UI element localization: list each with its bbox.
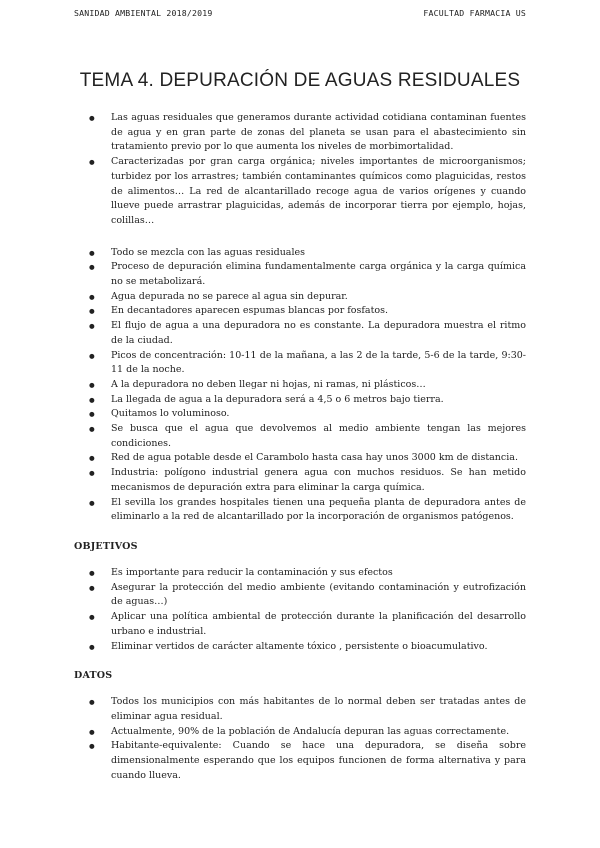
header-right: FACULTAD FARMACIA US: [423, 8, 526, 18]
datos-heading: DATOS: [74, 670, 113, 682]
list-item: ● Quitamos lo voluminoso.: [74, 407, 526, 422]
list-item: ● Las aguas residuales que generamos durante actividad cotidiana contaminan fuentes de agua y en gran parte de zonas del planeta se usan para el abastecimiento sin tratamiento previo por lo que aumenta los niveles de morbimortalidad.: [74, 111, 526, 155]
list-item: ● Red de agua potable desde el Carambolo hasta casa hay unos 3000 km de distancia.: [74, 451, 526, 466]
datos-list: [74, 695, 526, 783]
list-item: ● Caracterizadas por gran carga orgánica; niveles importantes de microorganismos; turbidez por los arrastres; también contaminantes químicos como plaguicidas, restos de alimentos… La red de alcantarillado recoge agua de varios orígenes y cuando llueve puede arrastrar plaguicidas, además de incorporar tierra por ejemplo, hojas, colillas…: [74, 155, 526, 229]
list-item: ● El flujo de agua a una depuradora no es constante. La depuradora muestra el ritmo de la ciudad.: [74, 319, 526, 348]
list-item: ● Proceso de depuración elimina fundamentalmente carga orgánica y la carga química no se metabolizará.: [74, 260, 526, 289]
list-item: ● Eliminar vertidos de carácter altamente tóxico , persistente o bioacumulativo.: [74, 640, 526, 655]
list-item: ● El sevilla los grandes hospitales tienen una pequeña planta de depuradora antes de eliminarlo a la red de alcantarillado por la incorporación de organismos patógenos.: [74, 496, 526, 525]
list-item: ● Todo se mezcla con las aguas residuales: [74, 246, 526, 261]
document-body: [74, 111, 526, 783]
list-item: ● Actualmente, 90% de la población de Andalucía depuran las aguas correctamente.: [74, 725, 526, 740]
list-item: ● Asegurar la protección del medio ambiente (evitando contaminación y eutrofización de aguas…): [74, 581, 526, 610]
header-left: SANIDAD AMBIENTAL 2018/2019: [74, 8, 213, 18]
page-title: TEMA 4. DEPURACIÓN DE AGUAS RESIDUALES: [79, 70, 521, 91]
list-item: ● Habitante-equivalente: Cuando se hace una depuradora, se diseña sobre dimensionalmente esperando que los equipos funcionen de forma alternativa y para cuando llueva.: [74, 739, 526, 783]
list-item: ● Industria: polígono industrial genera agua con muchos residuos. Se han metido mecanismos de depuración extra para eliminar la carga química.: [74, 466, 526, 495]
list-item: ● A la depuradora no deben llegar ni hojas, ni ramas, ni plásticos…: [74, 378, 526, 393]
list-item: ● Todos los municipios con más habitantes de lo normal deben ser tratadas antes de eliminar agua residual.: [74, 695, 526, 724]
list-item: ● Se busca que el agua que devolvemos al medio ambiente tengan las mejores condiciones.: [74, 422, 526, 451]
list-item: ● Aplicar una política ambiental de protección durante la planificación del desarrollo urbano e industrial.: [74, 610, 526, 639]
list-item: ● La llegada de agua a la depuradora será a 4,5 o 6 metros bajo tierra.: [74, 393, 526, 408]
list-item: ● Picos de concentración: 10-11 de la mañana, a las 2 de la tarde, 5-6 de la tarde, 9:30-11 de la noche.: [74, 349, 526, 378]
list-item: ● Agua depurada no se parece al agua sin depurar.: [74, 290, 526, 305]
main-list: [74, 246, 526, 525]
objetivos-list: [74, 566, 526, 654]
intro-list: [74, 111, 526, 229]
list-item: ● En decantadores aparecen espumas blancas por fosfatos.: [74, 304, 526, 319]
objetivos-heading: OBJETIVOS: [74, 540, 138, 552]
list-item: ● Es importante para reducir la contaminación y sus efectos: [74, 566, 526, 581]
